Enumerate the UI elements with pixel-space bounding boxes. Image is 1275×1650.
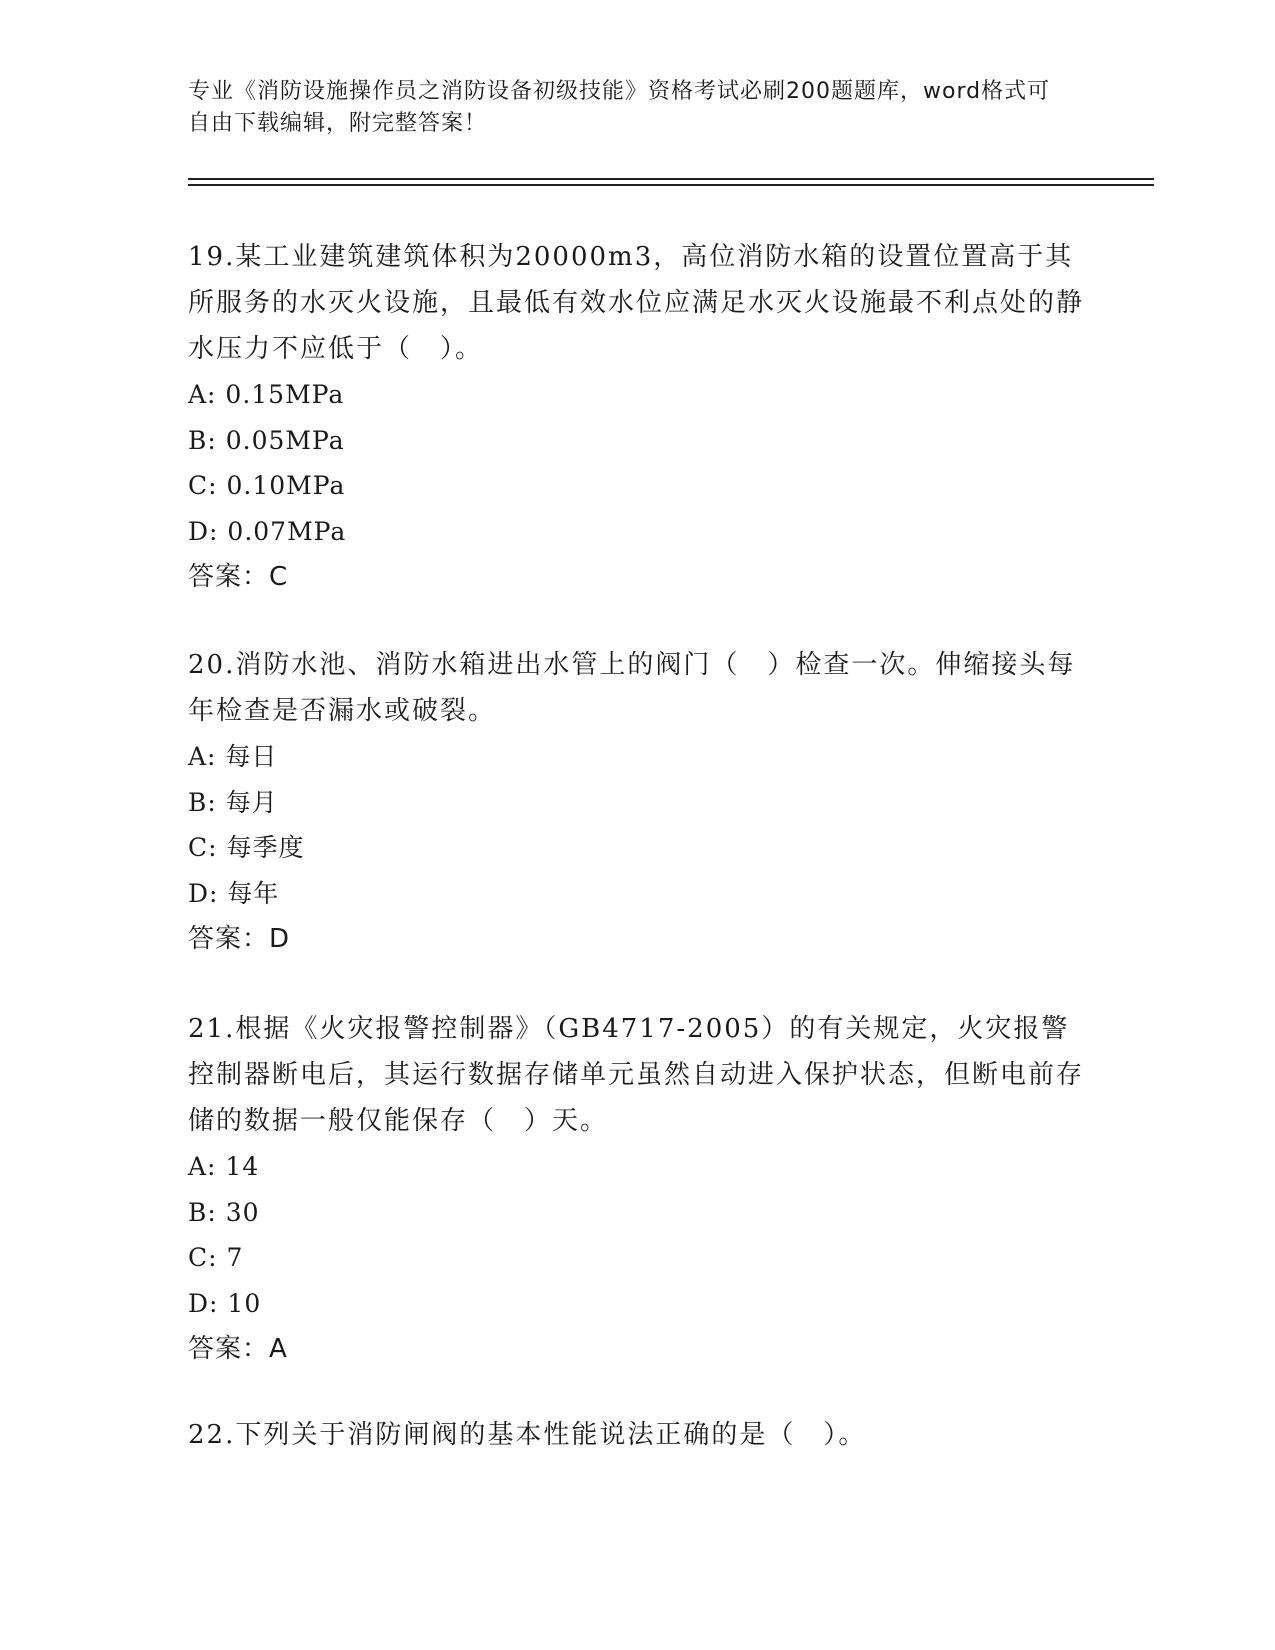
- header-divider-bottom: [188, 184, 1154, 186]
- question-19: [188, 234, 1088, 600]
- option-c: C: 7: [188, 1243, 244, 1272]
- question-21: [188, 1006, 1088, 1372]
- question-stem: 19.某工业建筑建筑体积为20000m3，高位消防水箱的设置位置高于其所服务的水灭火设施，且最低有效水位应满足水灭火设施最不利点处的静水压力不应低于（ ）。: [188, 242, 1085, 364]
- option-b: B: 每月: [188, 787, 278, 817]
- header-divider-top: [188, 178, 1154, 180]
- answer: 答案：C: [188, 562, 289, 592]
- option-a: A: 14: [188, 1152, 260, 1181]
- option-d: D: 0.07MPa: [188, 516, 347, 546]
- option-b: B: 0.05MPa: [188, 425, 345, 455]
- question-stem: 21.根据《火灾报警控制器》（GB4717-2005）的有关规定，火灾报警控制器断电后，其运行数据存储单元虽然自动进入保护状态，但断电前存储的数据一般仅能保存（ ）天。: [188, 1014, 1085, 1136]
- answer: 答案：D: [188, 924, 291, 954]
- question-22: [188, 1412, 1088, 1458]
- option-a: A: 每日: [188, 742, 278, 771]
- option-c: C: 每季度: [188, 833, 305, 862]
- option-d: D: 10: [188, 1288, 262, 1318]
- document-header: 专业《消防设施操作员之消防设备初级技能》资格考试必刷200题题库，word格式可自由下载编辑，附完整答案！: [188, 79, 1051, 136]
- option-b: B: 30: [188, 1197, 260, 1227]
- question-stem: 22.下列关于消防闸阀的基本性能说法正确的是（ ）。: [188, 1420, 867, 1450]
- option-d: D: 每年: [188, 878, 280, 908]
- answer: 答案：A: [188, 1334, 288, 1364]
- question-20: [188, 642, 1088, 962]
- option-a: A: 0.15MPa: [188, 380, 345, 409]
- option-c: C: 0.10MPa: [188, 471, 346, 500]
- question-stem: 20.消防水池、消防水箱进出水管上的阀门（ ）检查一次。伸缩接头每年检查是否漏水或破裂。: [188, 650, 1076, 726]
